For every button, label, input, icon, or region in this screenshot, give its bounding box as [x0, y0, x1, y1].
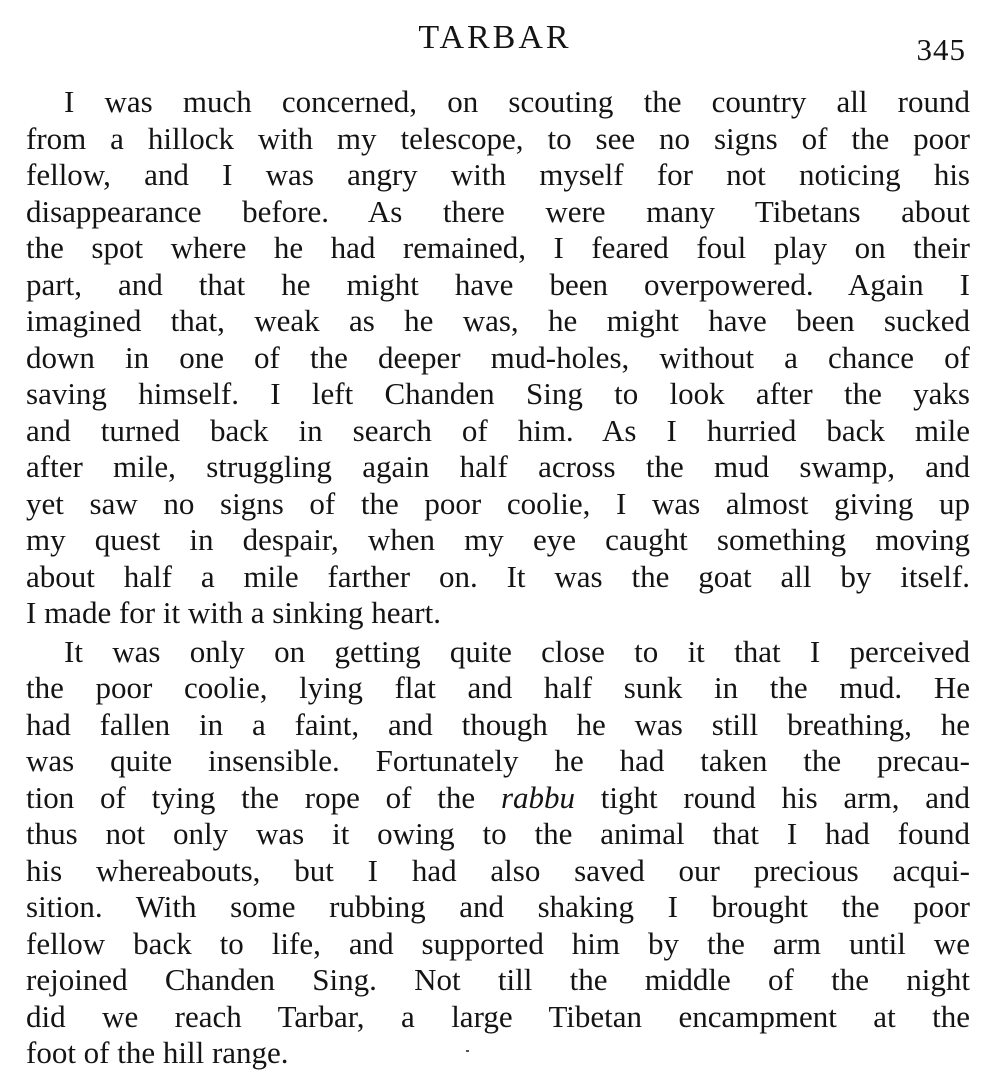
- text-line: the spot where he had remained, I feared foul play on their: [26, 230, 970, 265]
- text-line: yet saw no signs of the poor coolie, I was almost giving up: [26, 485, 970, 521]
- text-line: the poor coolie, lying flat and half sunk in the mud. He: [26, 670, 970, 705]
- text-line-with-italic: [26, 780, 970, 817]
- text-line: foot of the hill range.: [26, 1035, 289, 1070]
- running-head-title: TARBAR: [418, 19, 572, 56]
- text-line: fellow, and I was angry with myself for not noticing his: [26, 157, 970, 192]
- text-line: about half a mile farther on. It was the goat all by itself.: [26, 558, 970, 594]
- text-line: part, and that he might have been overpowered. Again I: [26, 266, 970, 302]
- text-line: fellow back to life, and supported him by the arm until we: [26, 925, 970, 961]
- text-line: my quest in despair, when my eye caught something moving: [26, 522, 970, 557]
- paragraph-2: [26, 634, 970, 1072]
- text-fragment: tion of tying the rope of the: [26, 779, 501, 815]
- body-text: [26, 84, 970, 1072]
- text-fragment: tight round his arm, and: [575, 779, 970, 815]
- text-line: from a hillock with my telescope, to see no signs of the poor: [26, 120, 970, 156]
- text-line: rejoined Chanden Sing. Not till the middle of the night: [26, 962, 970, 997]
- text-line: disappearance before. As there were many Tibetans about: [26, 193, 970, 229]
- text-line: I made for it with a sinking heart.: [26, 595, 441, 630]
- text-line: down in one of the deeper mud-holes, without a chance of: [26, 339, 970, 375]
- text-line: I was much concerned, on scouting the country all round: [64, 84, 970, 119]
- text-line: after mile, struggling again half across the mud swamp, and: [26, 449, 970, 484]
- print-speck: [466, 1050, 469, 1052]
- text-line: did we reach Tarbar, a large Tibetan encampment at the: [26, 998, 970, 1034]
- text-line: imagined that, weak as he was, he might have been sucked: [26, 303, 970, 338]
- text-line: was quite insensible. Fortunately he had taken the precau-: [26, 743, 970, 778]
- paragraph-1: [26, 84, 970, 632]
- text-line: It was only on getting quite close to it that I perceived: [64, 633, 970, 669]
- page-number: 345: [916, 32, 966, 67]
- text-line: saving himself. I left Chanden Sing to look after the yaks: [26, 376, 970, 411]
- text-line: sition. With some rubbing and shaking I brought the poor: [26, 889, 970, 924]
- text-line: his whereabouts, but I had also saved our precious acqui-: [26, 852, 970, 888]
- text-line: thus not only was it owing to the animal that I had found: [26, 816, 970, 851]
- text-line: and turned back in search of him. As I hurried back mile: [26, 412, 970, 448]
- italic-word: rabbu: [500, 779, 576, 815]
- text-line: had fallen in a faint, and though he was still breathing, he: [26, 706, 970, 742]
